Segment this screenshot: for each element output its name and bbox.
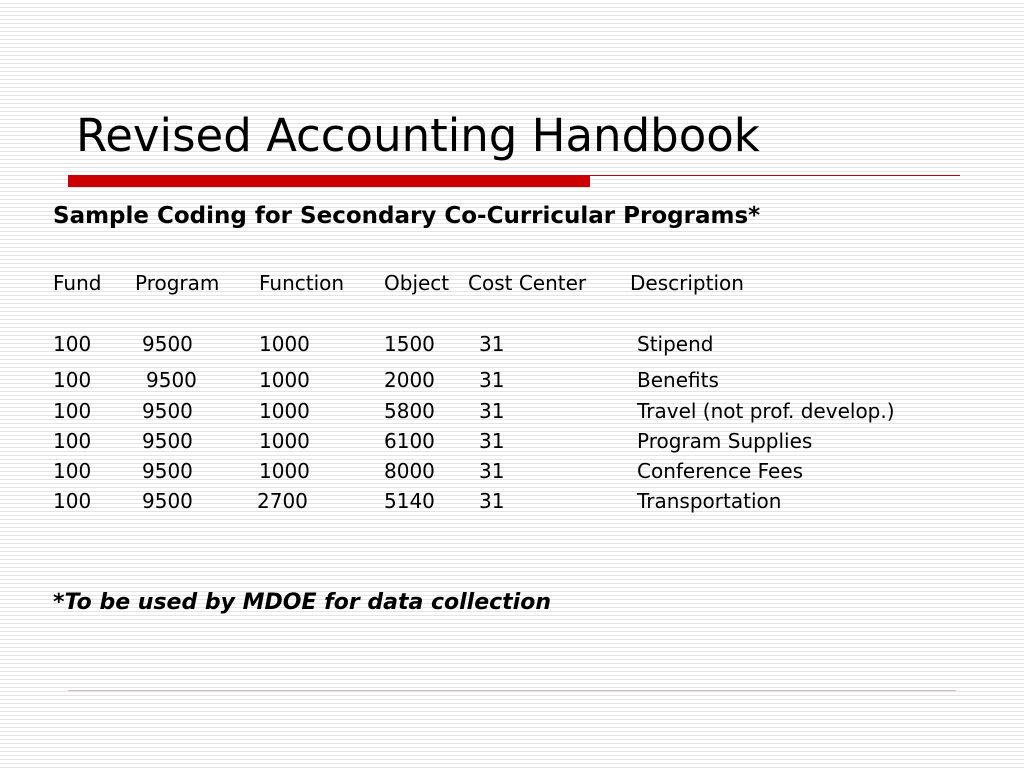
cell-program: 9500 xyxy=(142,399,193,423)
cell-description: Travel (not prof. develop.) xyxy=(637,399,895,423)
cell-object: 2000 xyxy=(384,368,435,392)
cell-function: 2700 xyxy=(257,489,308,513)
header-program: Program xyxy=(135,271,220,295)
cell-cost-center: 31 xyxy=(479,429,505,453)
header-fund: Fund xyxy=(53,271,102,295)
cell-object: 6100 xyxy=(384,429,435,453)
header-cost-center: Cost Center xyxy=(468,271,587,295)
cell-description: Conference Fees xyxy=(637,459,804,483)
cell-function: 1000 xyxy=(259,368,310,392)
cell-description: Transportation xyxy=(637,489,782,513)
cell-cost-center: 31 xyxy=(479,459,505,483)
header-description: Description xyxy=(630,271,744,295)
header-object: Object xyxy=(384,271,450,295)
title-underline-thick xyxy=(68,175,590,187)
cell-cost-center: 31 xyxy=(479,332,505,356)
cell-fund: 100 xyxy=(53,368,92,392)
cell-fund: 100 xyxy=(53,489,92,513)
cell-cost-center: 31 xyxy=(479,368,505,392)
cell-fund: 100 xyxy=(53,399,92,423)
cell-object: 8000 xyxy=(384,459,435,483)
slide-subtitle: Sample Coding for Secondary Co-Curricular Programs* xyxy=(53,203,761,229)
cell-cost-center: 31 xyxy=(479,489,505,513)
cell-function: 1000 xyxy=(259,429,310,453)
cell-description: Program Supplies xyxy=(637,429,813,453)
cell-program: 9500 xyxy=(142,459,193,483)
cell-function: 1000 xyxy=(259,332,310,356)
cell-program: 9500 xyxy=(142,332,193,356)
footnote: *To be used by MDOE for data collection xyxy=(53,590,551,615)
cell-description: Benefits xyxy=(637,368,719,392)
slide-title: Revised Accounting Handbook xyxy=(76,109,760,162)
cell-object: 1500 xyxy=(384,332,435,356)
cell-fund: 100 xyxy=(53,459,92,483)
cell-fund: 100 xyxy=(53,429,92,453)
cell-cost-center: 31 xyxy=(479,399,505,423)
title-underline-thin xyxy=(590,175,960,176)
cell-program: 9500 xyxy=(142,489,193,513)
cell-program: 9500 xyxy=(146,368,197,392)
bottom-divider xyxy=(68,690,956,691)
cell-object: 5140 xyxy=(384,489,435,513)
cell-function: 1000 xyxy=(259,459,310,483)
cell-program: 9500 xyxy=(142,429,193,453)
cell-fund: 100 xyxy=(53,332,92,356)
cell-object: 5800 xyxy=(384,399,435,423)
cell-function: 1000 xyxy=(259,399,310,423)
cell-description: Stipend xyxy=(637,332,714,356)
header-function: Function xyxy=(259,271,345,295)
